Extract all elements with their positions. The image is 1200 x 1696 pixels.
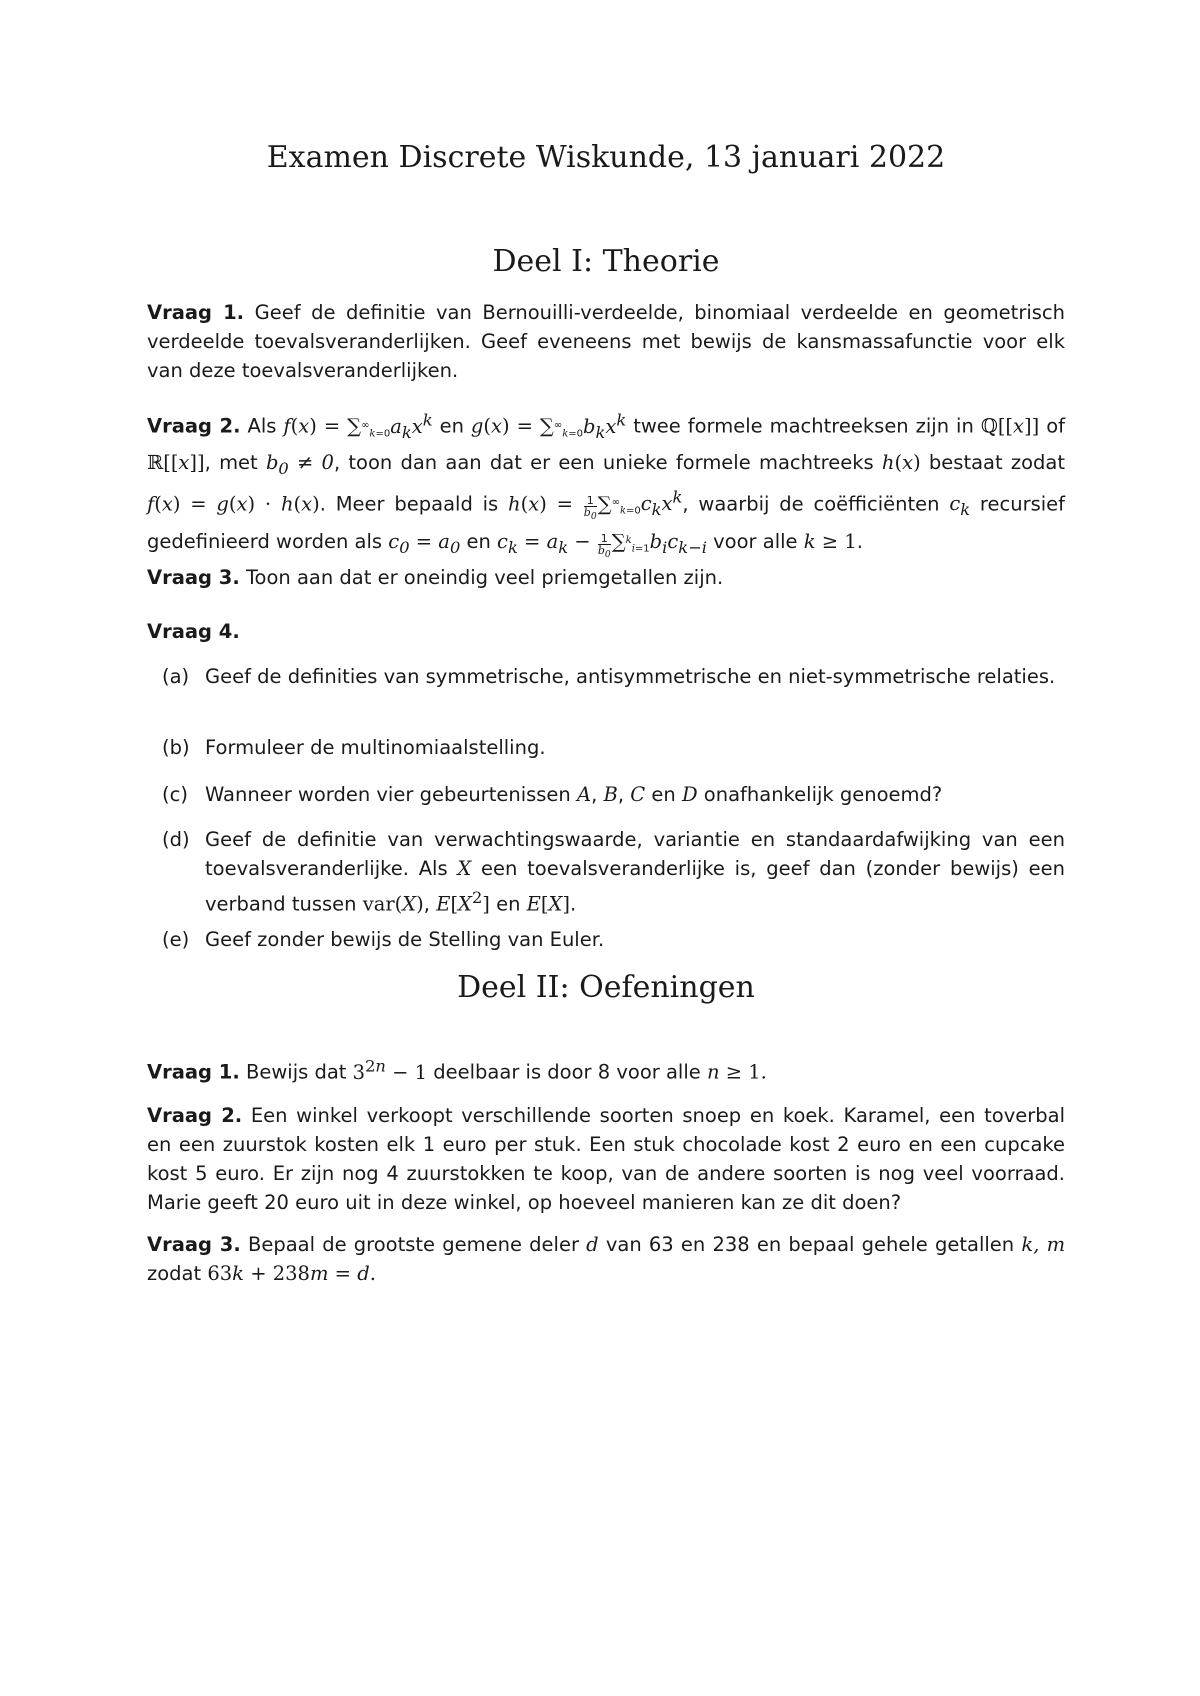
text-run: , waarbij de coëfficiënten [682, 492, 940, 516]
formula-b0: $b_0 \ne 0$ [265, 450, 334, 478]
text-run: en [466, 529, 491, 553]
formula-power: $3^{2n} - 1$ [352, 1056, 428, 1084]
question-label: Vraag 3. [147, 1233, 241, 1256]
formula-n-ge-1: n [706, 1060, 720, 1084]
question-label: Vraag 2. [147, 1104, 243, 1127]
text-run: of [1046, 414, 1066, 438]
question-label: Vraag 2. [147, 414, 241, 438]
formula-product: f [147, 492, 155, 516]
text-run: deelbaar is door 8 voor alle [433, 1060, 701, 1084]
text-run: Bepaal de grootste gemene deler [247, 1233, 579, 1256]
exam-title: Examen Discrete Wiskunde, 13 januari 2022 [266, 140, 946, 175]
theory-question-4 [147, 617, 1065, 646]
subitem-text: Geef de definitie van verwachtingswaarde, variantie en standaardafwijking van een toevalsveranderlijke. Als X een toevalsveranderlijke is, geef dan (zonder bewijs) een verband tussen var(X), $E[X^2]$ en E[X]. [205, 828, 1065, 916]
formula-ck: $c_k$ [949, 492, 971, 520]
text-run: recursief gedefinieerd worden als [147, 492, 1066, 553]
subitem-label: (e) [162, 928, 190, 951]
question-label: Vraag 4. [147, 620, 240, 643]
formula-r-series: ℝ[[x]] [147, 450, 205, 474]
question-text: Toon aan dat er oneindig veel priemgetallen zijn. [245, 566, 724, 589]
text-run: . Meer bepaald is [319, 492, 499, 516]
text-run: zodat [147, 1262, 202, 1285]
subitem-text: Wanneer worden vier gebeurtenissen A, B, C en D onafhankelijk genoemd? [205, 783, 943, 806]
text-run: en [439, 414, 464, 438]
subitem-label: (b) [162, 736, 190, 759]
text-run: bestaat zodat [928, 450, 1065, 474]
theory-question-3 [147, 563, 1065, 592]
formula-c0: $c_0$ [388, 529, 410, 557]
exercise-question-2 [147, 1101, 1065, 1217]
subitem-text: Geef zonder bewijs de Stelling van Euler. [205, 928, 605, 951]
formula-h: h [881, 450, 895, 474]
theory-question-2: Vraag 2. Als $f(x) = \sum^\infty_{k=0}a_kx^k$ en $g(x) = \sum^\infty_{k=0}b_kx^k$ twee formele machtreeksen zijn in ℚ[[x]] of ℝ[[x]], met $b_0 \ne 0$, toon dan aan dat er een unieke formele machtreeks h(x) bestaat zodat f(x) = g(x) · h(x). Meer bepaald is h(x) = $\frac{1}{b_0}$ $\sum^\infty_{k=0}c_kx^k$, waarbij de coëfficiënten $c_k$ recursief gedefinieerd worden als $c_0 = a_0$ en $c_k = a_k$ − $\frac{1}{b_0}$ $\sum^k_{i=1}b_ic_{k-i}$ voor alle k ≥ 1. [147, 410, 1066, 560]
section-heading-theory: Deel I: Theorie [492, 244, 720, 279]
text-run: , met [204, 450, 258, 474]
formula-f: f [283, 414, 291, 438]
text-run: Bewijs dat [245, 1060, 347, 1084]
subitem-label: (d) [162, 828, 190, 851]
text-run: . [856, 529, 863, 553]
formula-k-m: k, m [1021, 1233, 1066, 1256]
formula-q-series: ℚ[[x]] [980, 414, 1040, 438]
subitem-text: Geef de definities van symmetrische, antisymmetrische en niet-symmetrische relaties. [205, 665, 1056, 688]
text-run: twee formele machtreeksen zijn in [633, 414, 974, 438]
exercise-question-1: Vraag 1. Bewijs dat $3^{2n} - 1$ deelbaar is door 8 voor alle n ≥ 1. [147, 1056, 767, 1084]
exercise-question-3 [147, 1230, 1065, 1288]
subitem-label: (c) [162, 783, 188, 806]
question-label: Vraag 3. [147, 566, 240, 589]
formula-ck-def: $c_k$ [497, 529, 518, 557]
formula-k-ge-1: k [803, 529, 816, 553]
formula-g: g [470, 414, 484, 438]
theory-question-1 [147, 298, 1065, 385]
subitem-label: (a) [162, 665, 190, 688]
text-run: , toon dan aan dat er een unieke formele machtreeks [333, 450, 874, 474]
formula-d: d [586, 1233, 599, 1256]
formula-bezout: 63k + 238m = d. [207, 1262, 376, 1285]
section-heading-exercises: Deel II: Oefeningen [457, 970, 755, 1005]
text-run: Als [247, 414, 277, 438]
question-text: Geef de definitie van Bernouilli-verdeelde, binomiaal verdeelde en geometrisch verdeelde toevalsveranderlijken. Geef eveneens met bewijs de kansmassafunctie voor elk van deze toevalsveranderlijken. [147, 301, 1066, 382]
text-run: voor alle [713, 529, 798, 553]
formula-h-def: h [508, 492, 521, 516]
subitem-text: Formuleer de multinomiaalstelling. [205, 736, 546, 759]
text-run: van 63 en 238 en bepaal gehele getallen [605, 1233, 1015, 1256]
question-label: Vraag 1. [147, 301, 245, 324]
question-label: Vraag 1. [147, 1060, 240, 1084]
question-text: Een winkel verkoopt verschillende soorten snoep en koek. Karamel, een toverbal en een zuurstok kosten elk 1 euro per stuk. Een stuk chocolade kost 2 euro en een cupcake kost 5 euro. Er zijn nog 4 zuurstokken te koop, van de andere soorten is nog veel voorraad. Marie geeft 20 euro uit in deze winkel, op hoeveel manieren kan ze dit doen? [147, 1104, 1065, 1214]
